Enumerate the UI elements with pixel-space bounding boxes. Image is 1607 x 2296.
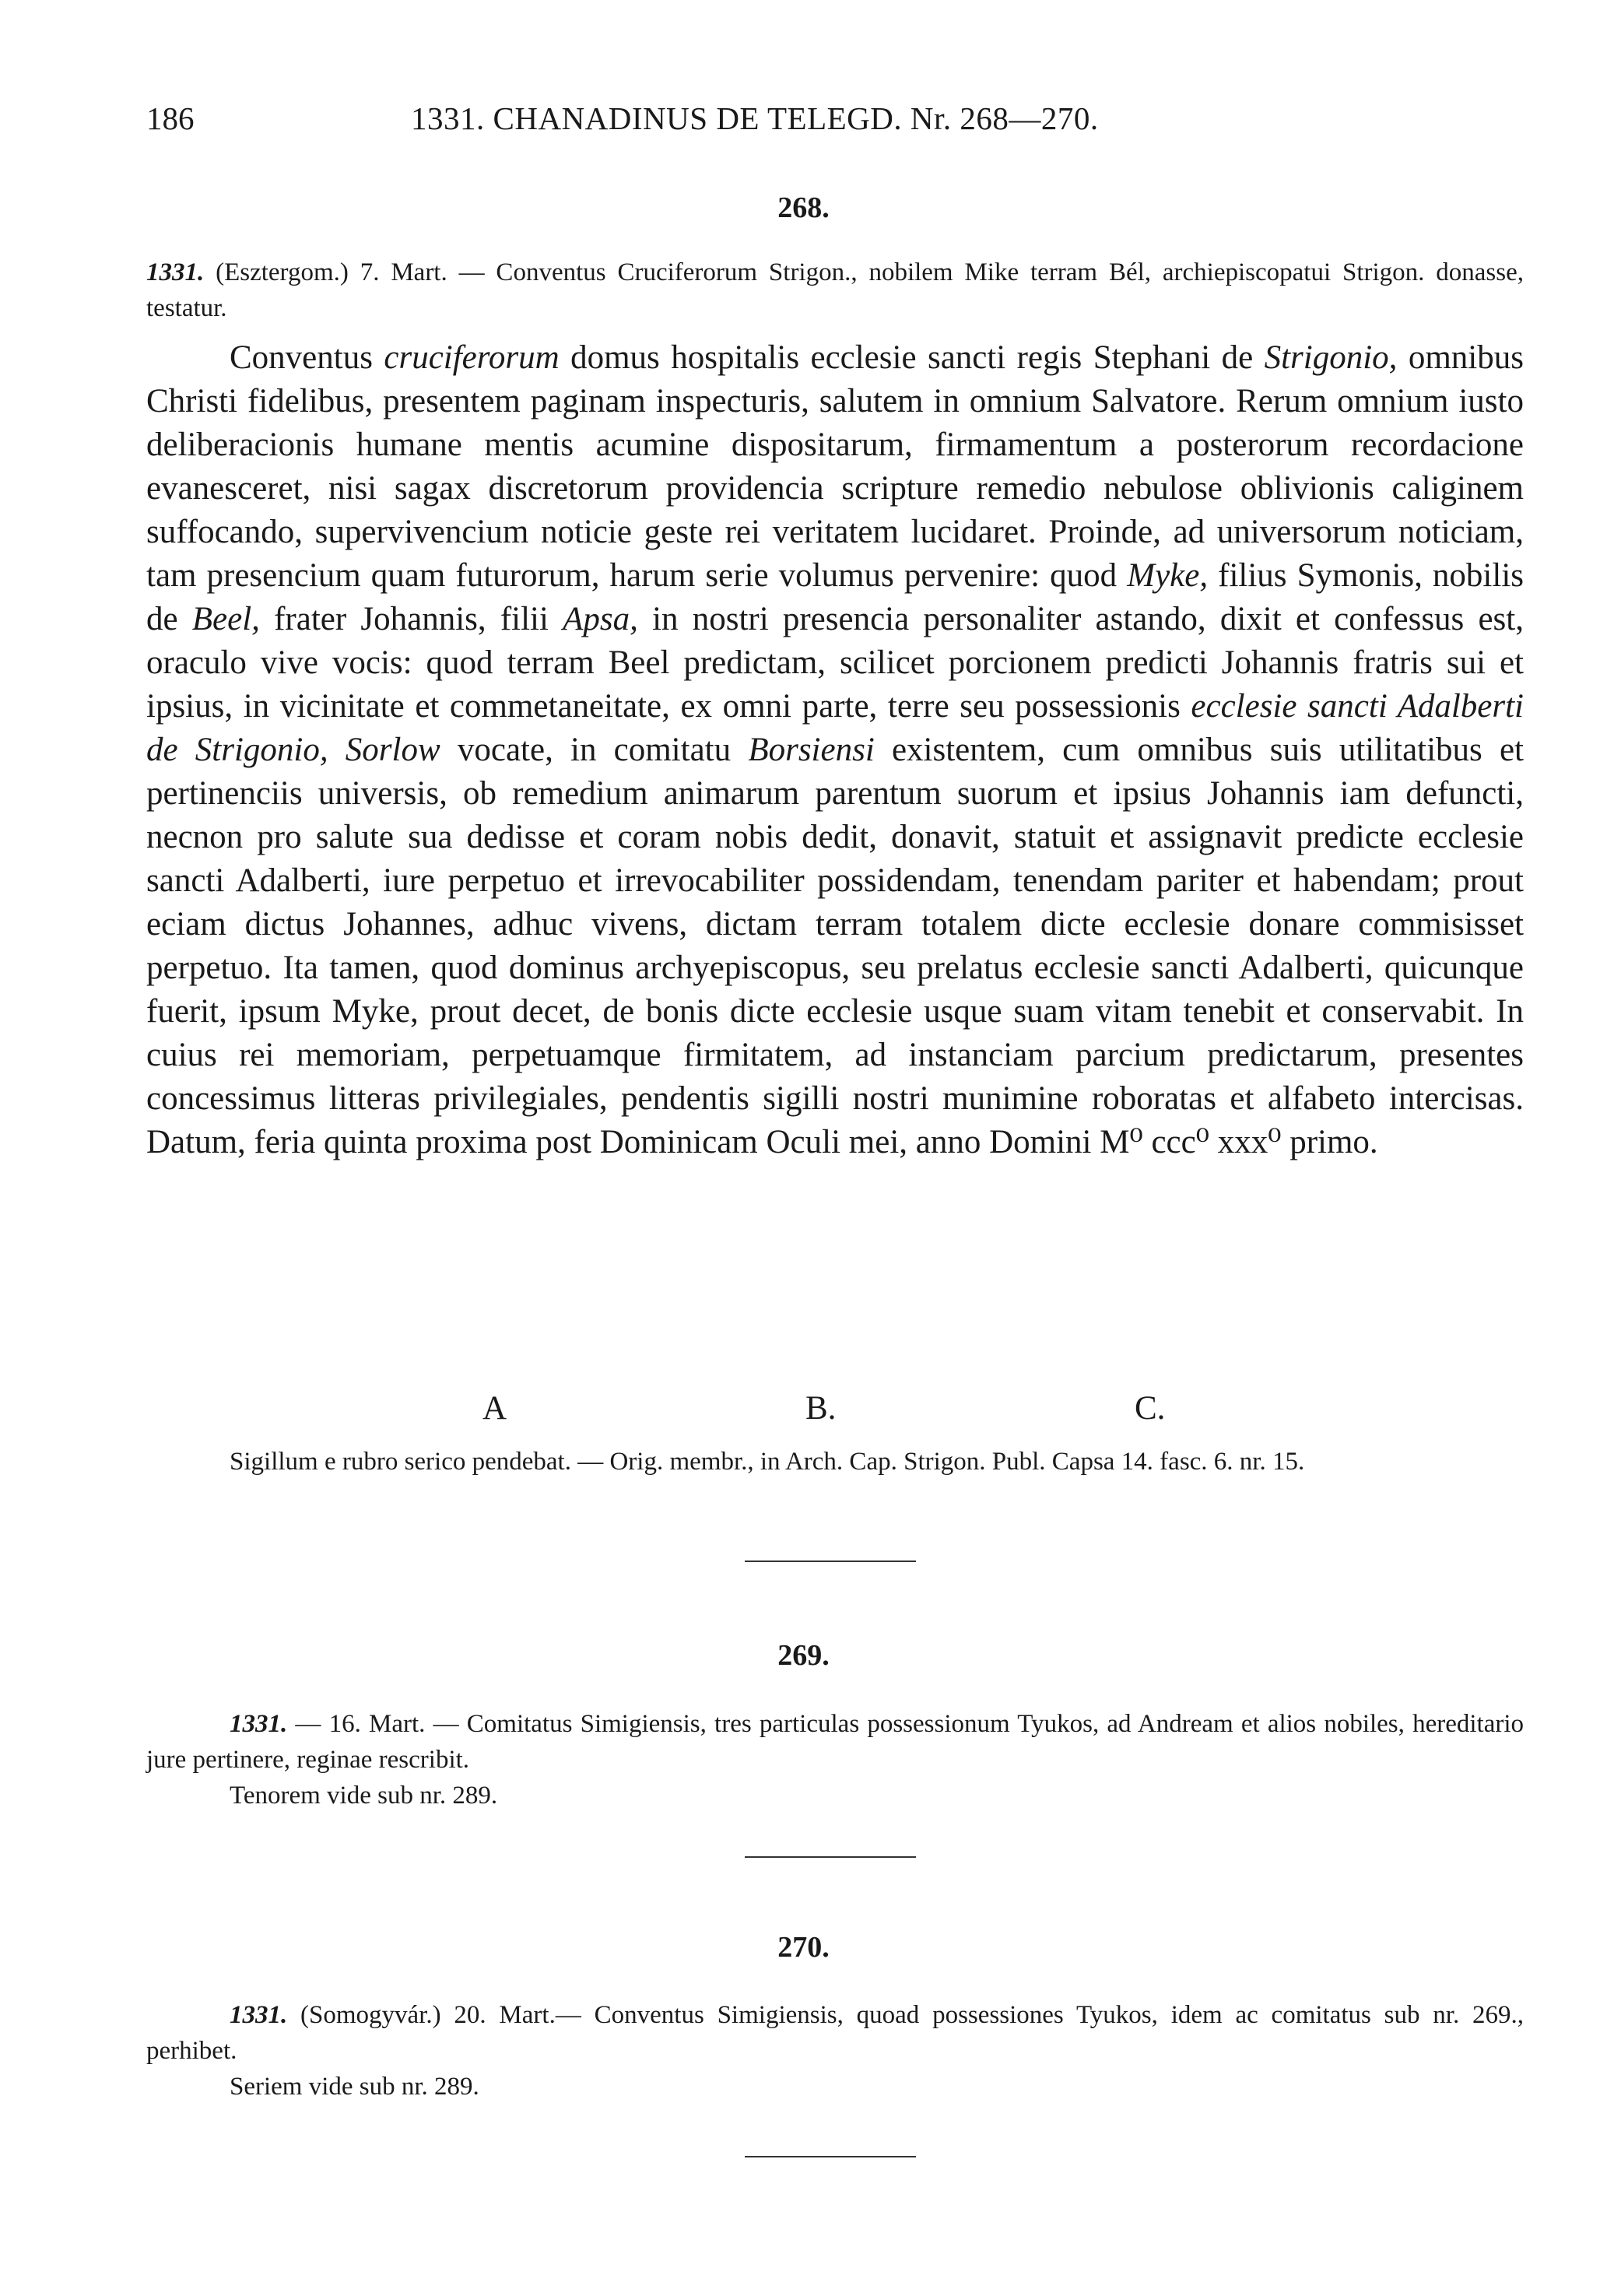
charter-text-268 [146, 336, 1524, 1164]
italic-name: cruciferorum [384, 339, 560, 376]
cross-reference: Seriem vide sub nr. 289. [230, 2073, 479, 2101]
entry-number-268: 268. [777, 191, 830, 224]
running-header [146, 100, 1524, 146]
regest-text: — 16. Mart. — Comitatus Simigiensis, tres particulas possessionum Tyukos, ad Andream et alios nobiles, hereditario jure pertinere, reginae rescribit. [146, 1710, 1524, 1774]
regest-268 [146, 255, 1524, 326]
text-run: filius Symonis, nobilis de [146, 557, 1524, 637]
text-run: omnibus Christi fidelibus, presentem paginam inspecturis, salutem in omnium Salvatore. Rerum omnium iusto deliberacionis humane mentis acumine dispositarum, firmamentum a posterorum recordacione evanesceret, nisi sagax discretorum providencia scripture remedio nebulose oblivionis caliginem suffocando, supervivencium noticie geste rei veritatem lucidaret. Proinde, ad universorum noticiam, tam presencium quam futurorum, harum serie volumus pervenire: quod [146, 339, 1524, 594]
text-run: domus hospitalis ecclesie sancti regis Stephani de [559, 339, 1265, 376]
chirograph-letter-a: A [482, 1390, 507, 1427]
regest-270 [146, 1997, 1524, 2105]
entry-number-270: 270. [777, 1931, 830, 1964]
regest-269 [146, 1706, 1524, 1813]
text-run: frater Johannis, filii [259, 601, 563, 637]
regest-year: 1331. [230, 1710, 288, 1738]
section-divider [745, 1561, 916, 1562]
chirograph-letter-c: C. [1135, 1390, 1166, 1427]
italic-name: ecclesie sancti Adalberti de Strigonio, Sorlow [146, 688, 1525, 768]
text-run: in nostri presencia personaliter astando, dixit et confessus est, oraculo vive vocis: quod terram Beel predictam, scilicet porcionem predicti Johannis fratris sui et ipsius, in vicinitate et commetaneitate, ex omni parte, terre seu possessionis [146, 601, 1524, 725]
chirograph-letter-b: B. [805, 1390, 837, 1427]
italic-name: Borsiensi [748, 732, 875, 768]
text-run: Conventus [230, 339, 384, 376]
italic-name: Beel, [191, 601, 260, 637]
archival-note-268: Sigillum e rubro serico pendebat. — Orig. membr., in Arch. Cap. Strigon. Publ. Capsa 14. fasc. 6. nr. 15. [230, 1448, 1305, 1476]
page-number: 186 [146, 100, 195, 136]
italic-name: Myke, [1127, 557, 1209, 594]
regest-text: (Somogyvár.) 20. Mart.— Conventus Simigiensis, quoad possessiones Tyukos, idem ac comitatus sub nr. 269., perhibet. [146, 2001, 1524, 2065]
italic-name: Apsa, [563, 601, 638, 637]
section-divider [745, 2156, 916, 2157]
text-run: vocate, in comitatu [440, 732, 749, 768]
section-divider [745, 1856, 916, 1858]
text-run: existentem, cum omnibus suis utilitatibus et pertinenciis universis, ob remedium animarum parentum suorum et ipsius Johannis iam defuncti, necnon pro salute sua dedisse et coram nobis dedit, donavit, statuit et assignavit predicte ecclesie sancti Adalberti, iure perpetuo et irrevocabiliter possidendam, tenendam pariter et habendam; prout eciam dictus Johannes, adhuc vivens, dictam terram totalem dicte ecclesie donare commisisset perpetuo. Ita tamen, quod dominus archyepiscopus, seu prelatus ecclesie sancti Adalberti, quicunque fuerit, ipsum Myke, prout decet, de bonis dicte ecclesie usque suam vitam tenebit et conservabit. In cuius rei memoriam, perpetuamque firmitatem, ad instanciam parcium predictarum, presentes concessimus litteras privilegiales, pendentis sigilli nostri munimine roboratas et alfabeto intercisas. Datum, feria quinta proxima post Dominicam Oculi mei, anno Domini M⁰ ccc⁰ xxx⁰ primo. [146, 732, 1525, 1160]
italic-name: Strigonio, [1264, 339, 1398, 376]
cross-reference: Tenorem vide sub nr. 289. [230, 1782, 498, 1810]
entry-number-269: 269. [777, 1639, 830, 1672]
regest-year: 1331. [146, 258, 205, 286]
regest-text: (Esztergom.) 7. Mart. — Conventus Cruciferorum Strigon., nobilem Mike terram Bél, archiepiscopatui Strigon. donasse, testatur. [146, 258, 1524, 322]
running-title: 1331. CHANADINUS DE TELEGD. Nr. 268—270. [411, 100, 1099, 136]
regest-year: 1331. [230, 2001, 288, 2029]
